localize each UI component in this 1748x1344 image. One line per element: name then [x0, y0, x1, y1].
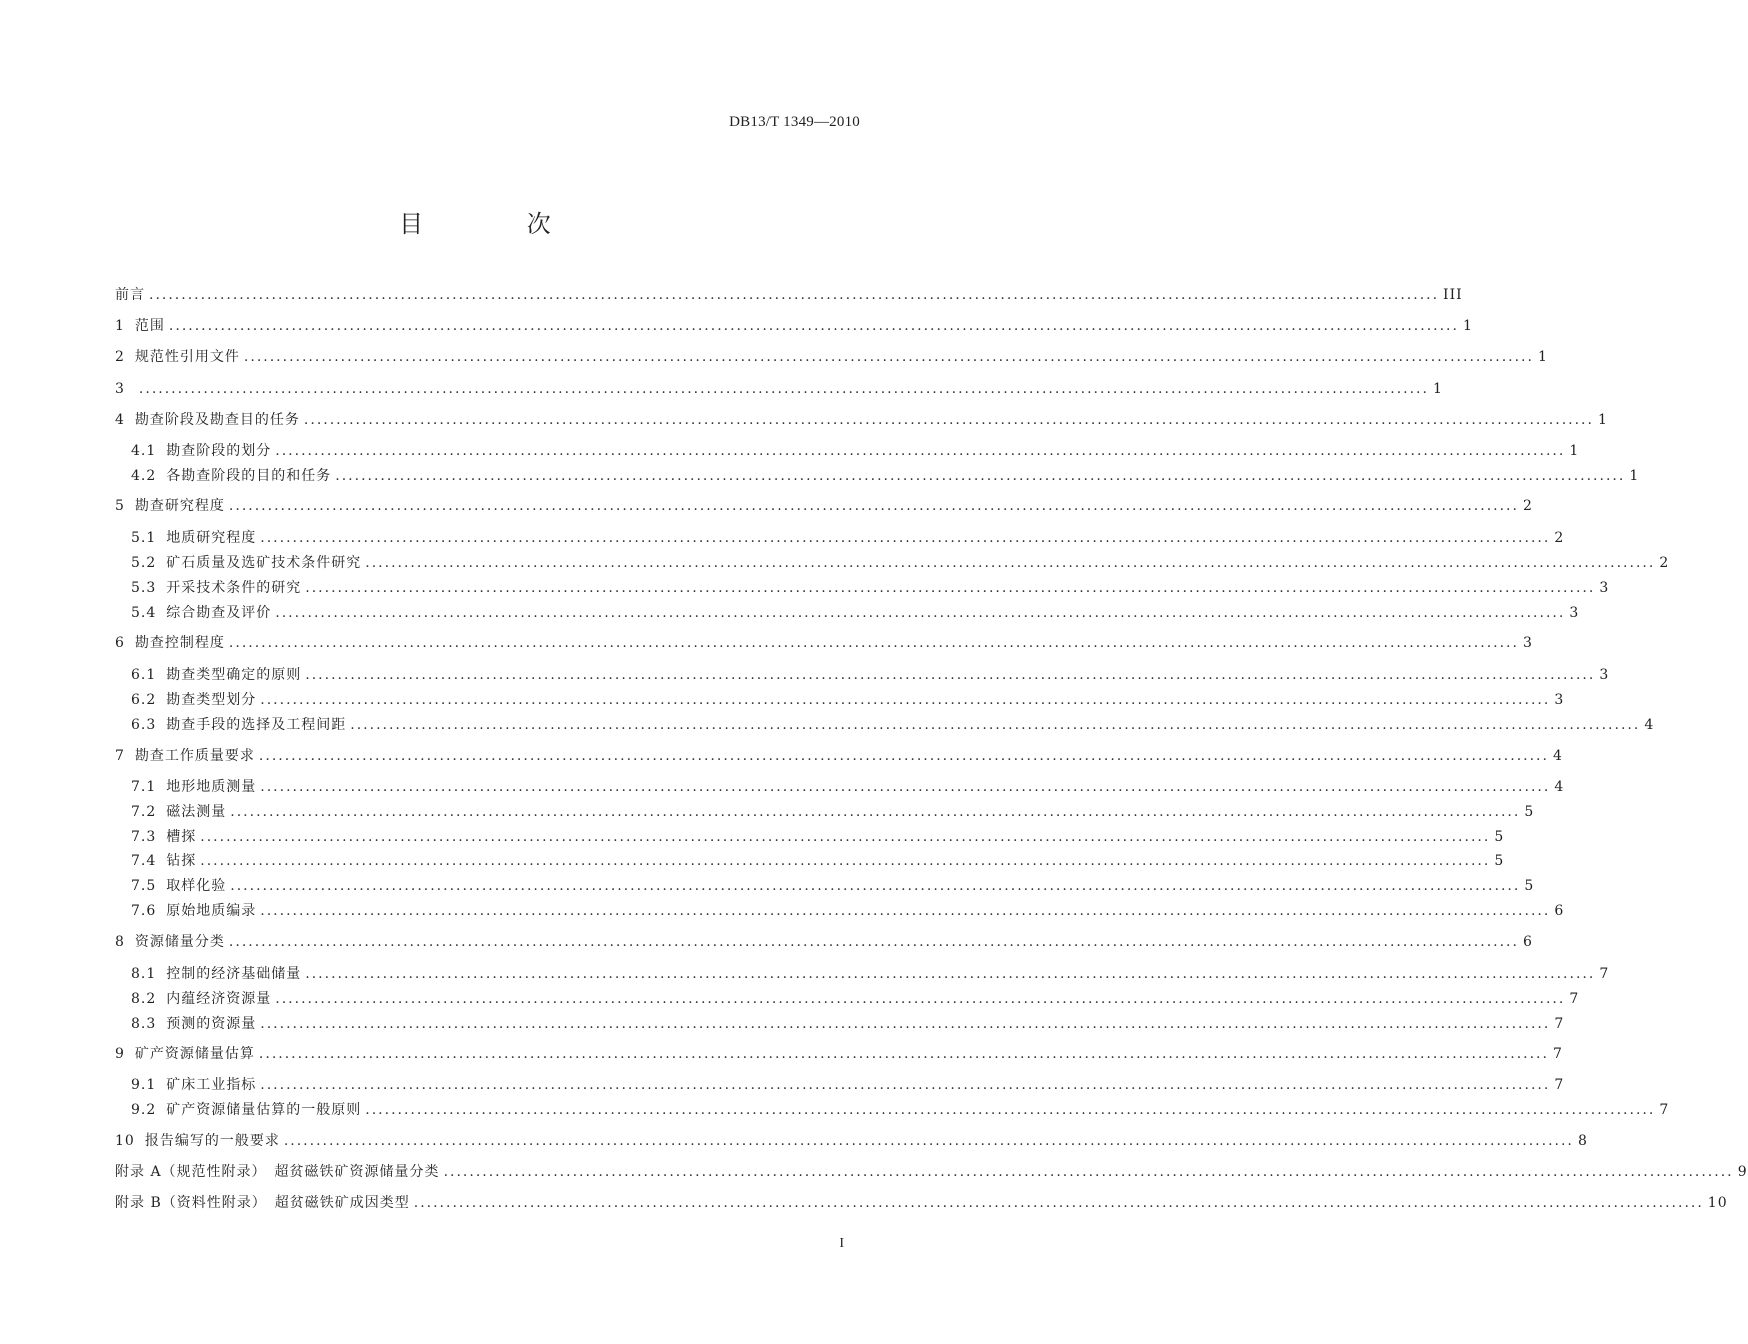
dot-leader: ........................................................................................................................................................................................................: [200, 853, 1491, 869]
toc-subentry[interactable]: [131, 553, 1670, 573]
toc-entry-number: 10: [115, 1133, 135, 1149]
toc-entry-label: 勘查阶段的划分: [166, 443, 272, 459]
toc-entry-number: 6.1: [131, 667, 157, 683]
toc-entry-number: 8.2: [131, 991, 157, 1007]
toc-entry-number: 7.1: [131, 779, 157, 795]
toc-entry-number: 3: [115, 381, 125, 397]
dot-leader: ........................................................................................................................................................................................................: [260, 530, 1551, 546]
toc-entry-page: 1: [1433, 381, 1443, 397]
toc-entry-label: 槽探: [166, 829, 197, 845]
toc-entry-number: 7: [115, 748, 125, 764]
toc-entry-label: 勘查工作质量要求: [134, 748, 255, 764]
toc-entry-page: III: [1443, 287, 1463, 303]
toc-entry-number: 9.1: [131, 1077, 157, 1093]
toc-entry[interactable]: [115, 285, 1463, 305]
toc-entry-number: 8: [115, 934, 125, 950]
dot-leader: ........................................................................................................................................................................................................: [305, 667, 1596, 683]
toc-subentry[interactable]: [131, 466, 1640, 486]
toc-entry-number: 4: [115, 412, 125, 428]
toc-subentry[interactable]: [131, 901, 1565, 921]
toc-entry-page: 4: [1554, 779, 1565, 795]
toc-entry-number: 5.4: [131, 605, 157, 621]
toc-entry-number: 9.2: [131, 1102, 157, 1118]
page-number: I: [839, 1236, 844, 1251]
dot-leader: ........................................................................................................................................................................................................: [365, 1102, 1656, 1118]
toc-entry-label: 报告编写的一般要求: [144, 1133, 280, 1149]
toc-subentry[interactable]: [131, 964, 1610, 984]
toc-entry-page: 7: [1554, 1077, 1565, 1093]
toc-subentry[interactable]: [131, 1075, 1565, 1095]
toc-entry-number: 4.2: [131, 468, 157, 484]
toc-subentry[interactable]: [131, 802, 1535, 822]
toc-entry-page: 3: [1599, 667, 1610, 683]
toc-entry-label: 地形地质测量: [166, 779, 257, 795]
toc-entry-label: 预测的资源量: [166, 1016, 257, 1032]
toc-entry-label: 勘查控制程度: [134, 635, 225, 651]
dot-leader: ........................................................................................................................................................................................................: [260, 1077, 1551, 1093]
dot-leader: ........................................................................................................................................................................................................: [335, 468, 1626, 484]
toc-entry-label: 地质研究程度: [166, 530, 257, 546]
toc-entry-number: 5.3: [131, 580, 157, 596]
toc-entry-page: 6: [1554, 903, 1565, 919]
dot-leader: ........................................................................................................................................................................................................: [200, 829, 1491, 845]
toc-entry-page: 1: [1629, 468, 1640, 484]
dot-leader: ........................................................................................................................................................................................................: [260, 692, 1551, 708]
toc-entry-number: 7.2: [131, 804, 157, 820]
toc-entry-label: 勘查类型确定的原则: [166, 667, 302, 683]
toc-entry[interactable]: [115, 746, 1563, 766]
toc-subentry[interactable]: [131, 989, 1580, 1009]
toc-entry-label: 控制的经济基础储量: [166, 966, 302, 982]
toc-entry-page: 1: [1569, 443, 1580, 459]
toc-subentry[interactable]: [131, 777, 1565, 797]
toc-subentry[interactable]: [131, 851, 1505, 871]
dot-leader: ........................................................................................................................................................................................................: [305, 580, 1596, 596]
toc-entry-page: 5: [1524, 878, 1535, 894]
toc-entry[interactable]: [115, 347, 1548, 367]
toc-subentry[interactable]: [131, 827, 1505, 847]
toc-entry-label: 矿产资源储量估算的一般原则: [166, 1102, 362, 1118]
toc-entry-label: 各勘查阶段的目的和任务: [166, 468, 332, 484]
dot-leader: ........................................................................................................................................................................................................: [275, 605, 1566, 621]
toc-subentry[interactable]: [131, 690, 1565, 710]
toc-subentry[interactable]: [131, 441, 1580, 461]
dot-leader: ........................................................................................................................................................................................................: [149, 287, 1440, 303]
dot-leader: ........................................................................................................................................................................................................: [258, 748, 1549, 764]
toc-subentry[interactable]: [131, 665, 1610, 685]
toc-subentry[interactable]: [131, 528, 1565, 548]
toc-entry-label: 勘查阶段及勘查目的任务: [134, 412, 300, 428]
dot-leader: ........................................................................................................................................................................................................: [243, 349, 1534, 365]
toc-entry-number: 2: [115, 349, 125, 365]
toc-entry-label: 勘查类型划分: [166, 692, 257, 708]
toc-entry-page: 3: [1554, 692, 1565, 708]
toc-subentry[interactable]: [131, 876, 1535, 896]
toc-entry[interactable]: [115, 932, 1533, 952]
dot-leader: ........................................................................................................................................................................................................: [260, 779, 1551, 795]
toc-entry-number: 1: [115, 318, 125, 334]
dot-leader: ........................................................................................................................................................................................................: [413, 1195, 1704, 1211]
toc-entry-number: 6.3: [131, 717, 157, 733]
dot-leader: ........................................................................................................................................................................................................: [443, 1164, 1734, 1180]
toc-entry-page: 7: [1599, 966, 1610, 982]
toc-entry-page: 9: [1737, 1164, 1748, 1180]
toc-entry-number: 8.1: [131, 966, 157, 982]
toc-entry-number: 4.1: [131, 443, 157, 459]
toc-entry-number: 8.3: [131, 1016, 157, 1032]
toc-entry-page: 1: [1463, 318, 1473, 334]
toc-entry-label: 附录 A（规范性附录） 超贫磁铁矿资源储量分类: [115, 1164, 440, 1180]
dot-leader: ........................................................................................................................................................................................................: [228, 934, 1519, 950]
toc-subentry[interactable]: [131, 1014, 1565, 1034]
toc-entry-label: 资源储量分类: [134, 934, 225, 950]
toc-entry-label: 磁法测量: [166, 804, 227, 820]
dot-leader: ........................................................................................................................................................................................................: [230, 878, 1521, 894]
toc-entry-label: 取样化验: [166, 878, 227, 894]
dot-leader: ........................................................................................................................................................................................................: [228, 498, 1519, 514]
dot-leader: ........................................................................................................................................................................................................: [258, 1046, 1549, 1062]
dot-leader: ........................................................................................................................................................................................................: [168, 318, 1459, 334]
toc-entry-page: 7: [1553, 1046, 1563, 1062]
toc-entry-page: 6: [1523, 934, 1533, 950]
toc-entry-page: 5: [1524, 804, 1535, 820]
toc-entry-number: 9: [115, 1046, 125, 1062]
toc-entry[interactable]: [115, 633, 1533, 653]
dot-leader: ........................................................................................................................................................................................................: [260, 1016, 1551, 1032]
toc-entry-label: 附录 B（资料性附录） 超贫磁铁矿成因类型: [115, 1195, 410, 1211]
toc-entry-page: 3: [1523, 635, 1533, 651]
toc-entry-label: 勘查研究程度: [134, 498, 225, 514]
toc-entry[interactable]: [115, 316, 1473, 336]
toc-entry-page: 7: [1554, 1016, 1565, 1032]
toc-entry-page: 1: [1538, 349, 1548, 365]
dot-leader: ........................................................................................................................................................................................................: [275, 991, 1566, 1007]
toc-entry-number: 6: [115, 635, 125, 651]
toc-entry-page: 4: [1644, 717, 1655, 733]
toc-entry-page: 5: [1494, 853, 1505, 869]
toc-entry[interactable]: [115, 410, 1608, 430]
toc-entry-number: 5: [115, 498, 125, 514]
toc-entry-page: 7: [1569, 991, 1580, 1007]
dot-leader: ........................................................................................................................................................................................................: [283, 1133, 1574, 1149]
dot-leader: ........................................................................................................................................................................................................: [365, 555, 1656, 571]
page-title: 目 次: [399, 210, 599, 238]
toc-entry[interactable]: [115, 496, 1533, 516]
toc-entry-label: 勘查手段的选择及工程间距: [166, 717, 347, 733]
toc-entry-page: 10: [1707, 1195, 1728, 1211]
toc-subentry[interactable]: [131, 1100, 1670, 1120]
toc-entry-label: 钻探: [166, 853, 197, 869]
toc-entry-page: 4: [1553, 748, 1563, 764]
toc-entry-label: 范围: [134, 318, 165, 334]
toc-entry-page: 3: [1599, 580, 1610, 596]
toc-entry-page: 7: [1659, 1102, 1670, 1118]
toc-entry-label: 矿床工业指标: [166, 1077, 257, 1093]
toc-entry-label: 内蕴经济资源量: [166, 991, 272, 1007]
toc-entry[interactable]: [115, 379, 1443, 399]
toc-entry-number: 7.4: [131, 853, 157, 869]
toc-entry-label: 规范性引用文件: [134, 349, 240, 365]
toc-entry-label: 前言: [115, 287, 145, 303]
dot-leader: ........................................................................................................................................................................................................: [260, 903, 1551, 919]
toc-entry-page: 2: [1523, 498, 1533, 514]
standard-code: DB13/T 1349—2010: [729, 114, 860, 130]
toc-entry-page: 2: [1554, 530, 1565, 546]
toc-entry[interactable]: [115, 1193, 1728, 1213]
toc-entry-label: 原始地质编录: [166, 903, 257, 919]
toc-entry-page: 1: [1598, 412, 1608, 428]
toc-entry-number: 5.1: [131, 530, 157, 546]
toc-entry-label: 矿产资源储量估算: [134, 1046, 255, 1062]
toc-subentry[interactable]: [131, 603, 1580, 623]
toc-entry-label: 综合勘查及评价: [166, 605, 272, 621]
dot-leader: ........................................................................................................................................................................................................: [305, 966, 1596, 982]
dot-leader: ........................................................................................................................................................................................................: [275, 443, 1566, 459]
dot-leader: ........................................................................................................................................................................................................: [350, 717, 1641, 733]
dot-leader: ........................................................................................................................................................................................................: [230, 804, 1521, 820]
dot-leader: ........................................................................................................................................................................................................: [303, 412, 1594, 428]
toc-entry-label: 矿石质量及选矿技术条件研究: [166, 555, 362, 571]
toc-entry-number: 5.2: [131, 555, 157, 571]
toc-entry-page: 8: [1577, 1133, 1588, 1149]
toc-entry-label: 开采技术条件的研究: [166, 580, 302, 596]
toc-entry[interactable]: [115, 1131, 1588, 1151]
toc-entry-number: 7.6: [131, 903, 157, 919]
toc-entry-page: 2: [1659, 555, 1670, 571]
toc-subentry[interactable]: [131, 578, 1610, 598]
toc-entry-number: 6.2: [131, 692, 157, 708]
toc-entry[interactable]: [115, 1162, 1748, 1182]
toc-entry-number: 7.3: [131, 829, 157, 845]
toc-entry-page: 5: [1494, 829, 1505, 845]
toc-entry-number: 7.5: [131, 878, 157, 894]
toc-entry-page: 3: [1569, 605, 1580, 621]
toc-subentry[interactable]: [131, 715, 1655, 735]
dot-leader: ........................................................................................................................................................................................................: [228, 635, 1519, 651]
toc-entry[interactable]: [115, 1044, 1563, 1064]
dot-leader: ........................................................................................................................................................................................................: [138, 381, 1429, 397]
